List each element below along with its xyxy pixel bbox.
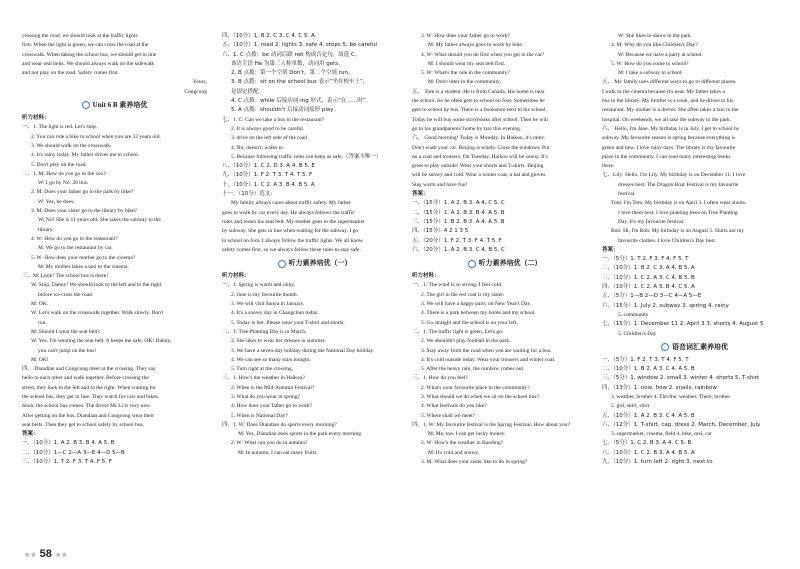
column-3 — [412, 32, 597, 467]
text-line: 2. When is the Mid-Autumn Festival? — [231, 384, 315, 391]
column-4 — [602, 32, 787, 467]
text-line: 三、（5分）1. window 2. small 3. winter 4. shorts 5. T-shirt — [602, 375, 760, 382]
text-line: M: OK. — [31, 301, 49, 308]
text-line: 3. W: How does your father go to work? — [421, 33, 510, 39]
text-line: M: I should wear my seat belt first. — [428, 60, 506, 67]
text-line: 5. Today is hot. Please wear your T-shirt and shorts. — [231, 319, 345, 326]
text-line: 5. After the heavy rain, the rainbow comes out. — [421, 366, 525, 373]
text-line: will be snowy and cold. Wear a winter coat, a hat and gloves. — [412, 172, 547, 179]
text-line: 十一、（10分）范文： — [222, 191, 276, 198]
text-line: 一、（10分）1. A 2. B 3. B 4. A 5. B — [22, 440, 115, 447]
text-line: 2. You can ride a bike to school when you are 12 years old. — [31, 133, 161, 140]
text-line: 六、 Good morning! Today is Monday. In Haikou, it's rainy. — [412, 135, 546, 142]
text-line: 二、1. Tree Planting Day is in March. — [222, 328, 307, 335]
text-line: 二、1. The traffic light is green. Let's go. — [412, 328, 504, 335]
text-line: W: I go by No. 20 bus. — [38, 180, 89, 187]
text-line: 5. Children's Day — [618, 330, 657, 337]
text-line: 六、（20分）1. A 2. B 3. C 4. B 5. C — [412, 246, 505, 253]
text-line: restaurant. My mother is a doctor. She often takes a taxi to the — [602, 107, 739, 114]
text-line: 五、 My family uses different ways to go to different places. — [602, 79, 737, 86]
text-line: 七、1. C: Can we take a bus to the restaurant? — [222, 116, 325, 123]
text-line: 十、（10分）1. C 2. A 3. B 4. B 5. A — [222, 181, 315, 188]
text-line: After getting on the bus, Diandian and Congcong wear their — [22, 412, 154, 419]
text-line: 一、（5分）1. T 2. F 3. F 4. F 5. T — [602, 256, 689, 263]
text-line: run. — [38, 319, 47, 326]
text-line: 5. When is National Day? — [231, 412, 288, 419]
text-line: you can't jump on the bus! — [38, 347, 97, 354]
text-line: 3. Stay away from the road when you are waiting for a bus. — [421, 347, 552, 354]
text-line: 听力材料： — [222, 273, 250, 280]
text-line: 六、（12分）1. T-shirt, cap, dress 2. March, December, July — [602, 421, 761, 428]
text-line: I love them best. I love planting trees on Tree Planting — [618, 209, 738, 216]
text-line: 5. Go straight and the school is on your left. — [421, 319, 518, 326]
text-line: 3. weather, brother 4. Tho/the, weather, There, brother — [611, 393, 731, 400]
text-line: W: Let's walk on the crosswalk together. Walk slowly. Don't — [31, 310, 164, 317]
text-line: 五、（5分）1—B 2—D 3—C 4—A 5—E — [602, 293, 702, 300]
text-line: 5. A 点拨：shouldn't 后接动词原形 play。 — [231, 107, 340, 114]
circle-icon — [82, 101, 90, 109]
text-line: 5. Because following traffic rules can keep us safe.（答案不唯一） — [231, 153, 382, 160]
column-1 — [22, 32, 207, 467]
text-line: 2. W: How's the weather in Baoding? — [421, 440, 504, 447]
text-line: M: Don't litter in the community. — [428, 79, 501, 86]
text-line: W: Because we have a party at school. — [618, 51, 703, 58]
text-line: W: Yes. I'm wearing the seat belt. It keeps me safe. OK! Danny, — [31, 338, 172, 345]
text-line: 5. W: How do you come to school? — [611, 60, 689, 67]
text-line: 九、（10分）1. turn left 2. right 3. next to — [602, 459, 713, 466]
text-line: 七、（15分）1. December 11 2. April 3 3. shorts 4. August 5 — [602, 321, 764, 328]
text-line: first. When the light is green, we can cross the road at the — [22, 42, 149, 49]
text-line: 一、1. The wind is so strong. I feel cold. — [412, 282, 503, 289]
text-line: 2. We shouldn't play football in the park. — [421, 338, 511, 345]
text-line: My family always cares about traffic safety. My father — [231, 200, 351, 207]
text-line: 4. W: What should you do first when you get in the car? — [421, 51, 545, 58]
text-line: and not play on the road. Safety comes first. — [22, 70, 120, 77]
text-line: 四、（10分）1. B 2. C 3. C 4. C 5. A — [222, 33, 315, 39]
text-line: Yours, — [192, 79, 207, 86]
text-line: M: I take a subway to school. — [618, 70, 683, 77]
text-line: 三、M: Look! The school bus is there! — [22, 273, 109, 280]
text-line: 一、（5分）1. F 2. T 3. T 4. F 5. T — [602, 356, 689, 363]
text-line: 二、（10分）1. B 2. C 3. A 4. B 5. A — [602, 265, 695, 272]
text-line: 3. M: What does your sister like to do in spring? — [421, 459, 528, 466]
section-heading-text: 听力素养培优（一） — [288, 259, 352, 268]
text-line: library. — [38, 226, 54, 233]
text-line: 答案： — [22, 431, 39, 438]
text-line: 4. M: Why do you like Children's Day? — [611, 42, 698, 49]
text-line: 一、（15分）1. A 2. B 3. A 4. C 5. C — [412, 200, 505, 207]
text-line: 3. We will have a happy party on New Year's Day. — [421, 301, 532, 308]
text-line: Soon, the school bus comes. The driver Mr Li is very nice. — [22, 403, 152, 410]
text-line: 三、1. How's the weather in Haikou? — [222, 375, 305, 382]
text-line: 4. There is a park between my home and my school. — [421, 310, 536, 317]
text-line: Congcong — [184, 88, 207, 95]
text-line: M: Yes. Diandian does sports in the park every morning. — [238, 431, 363, 438]
text-line: place in the community. I can read many interesting books — [602, 153, 731, 160]
section-heading-text: 语音词汇素养培优 — [672, 342, 728, 351]
text-line: 5. W: How does your mother go to the cinema? — [31, 254, 136, 261]
text-line: W: Yes, he does. — [38, 198, 75, 205]
text-line: 4. It's a snowy day in Changchun today. — [231, 310, 319, 317]
text-line: on a coat and trousers. On Tuesday, Haikou will be sunny. It's — [412, 153, 548, 160]
text-line: 三、（10分）1. T 2. F 3. T 4. F 5. F — [22, 459, 112, 466]
text-line: seat belts. Then they get to school safely by school bus. — [22, 421, 145, 428]
text-line: 3. M: Does your sister go to the library by bike? — [31, 208, 137, 215]
text-line: 4. What festivals do you like? — [421, 403, 487, 410]
text-line: M: Should I wear the seat belt? — [31, 328, 100, 335]
column-2 — [222, 32, 407, 458]
text-line: M: It's cold and snowy. — [428, 449, 480, 456]
circle-icon — [661, 343, 669, 351]
text-line: the school bus, they get in line. They watch for cars and bikes. — [22, 393, 160, 400]
text-line: 4. How does your father go to work? — [231, 403, 312, 410]
text-line: 六、 Hello, I'm Jane. My birthday is in July. I get to school by — [602, 125, 740, 132]
text-line: 二、（15分）1. A 2. B 3. B 4. A 5. B — [412, 209, 505, 216]
text-line: 五、 Tom is a student. He is from Canada. His home is near — [412, 88, 545, 95]
page-number — [24, 548, 68, 560]
text-line: 四、1. W: Does Diandian do sports every morning? — [222, 421, 337, 428]
text-line: 3. drive on the left side of the road — [231, 135, 307, 142]
text-line: 三、（10分）1. C 2. A 3. C 4. B 5. B — [602, 274, 695, 281]
text-line: 3. We have a seven-day holiday during the National Day holiday. — [231, 347, 375, 354]
text-line: 3. We will visit Sanya in January. — [231, 301, 305, 308]
text-line: favourite clothes. I love Children's Day best. — [618, 237, 717, 244]
text-line: goes to work by car every day. He always follows the traffic — [222, 209, 355, 216]
text-line: Stay warm and have fun! — [412, 181, 468, 188]
text-line: M: My father always goes to work by bike. — [428, 42, 524, 49]
text-line: 2. It is always good to be careful. — [231, 125, 305, 132]
text-line: 四、1. W: My favourite festival is the Spring Festival. How about you? — [412, 421, 570, 428]
text-line: green and new. I love rainy days. The library is my favourite — [602, 144, 736, 151]
text-line: 2. M: Does your father go to the park by bike? — [31, 189, 134, 196]
text-line: to school on foot. I always follow the traffic lights. We all know — [222, 237, 363, 244]
text-line: I walk to the cinema because it's near. My father takes a — [602, 88, 725, 95]
text-line: 5. girl, skirt, shirt — [611, 403, 650, 410]
text-line: 5. community — [618, 311, 649, 318]
text-line: 五、（10分）1. road 2. lights 3. safe 4. stops 5. be careful — [222, 42, 377, 49]
text-line: Today he will buy some storybooks after school. Then he will — [412, 116, 548, 123]
section-heading-text: 听力素养培优（二） — [478, 259, 542, 268]
text-line: 3. What do you wear in spring? — [231, 393, 301, 400]
text-line: 四、（13分）1. now, how 2. snails, rainbow — [602, 384, 717, 391]
page-number-value: 58 — [39, 548, 52, 560]
text-line: street, they look to the left and to the right. When waiting for — [22, 384, 157, 391]
text-line: M: In autumn, I can eat many fruits. — [238, 449, 318, 456]
text-line: 4. C 点拨：while 后接动词-ing 形式，表示“在……时”。 — [231, 98, 372, 105]
text-line: 4. No; doesn't; walks to — [231, 144, 283, 151]
text-line: 5. Where shall we meet? — [421, 412, 476, 419]
text-line: Bob: Hi, I'm Bob. My birthday is on August 5. Shirts are my — [611, 228, 745, 235]
text-line: festival. — [618, 191, 636, 198]
text-line: 2. B 点拨：第一个空填 Don't，第二个空填 run。 — [231, 70, 354, 77]
text-line: M: Me, too. I can get lucky money. — [428, 431, 506, 438]
text-line: crossing the road, we should look at the traffic lights — [22, 33, 138, 39]
text-line: M: OK! — [31, 356, 49, 363]
text-line: W: Stop, Danny! We should look to the left and to the right — [31, 282, 162, 289]
circle-icon — [278, 260, 286, 268]
text-line: 2. W: What can you do in autumn? — [231, 440, 308, 447]
text-line: 七、（5分）1. C 2. B 3. A 4. C 5. B — [602, 440, 692, 447]
text-line: 九、（10分）1. F 2. T 3. T 4. T 5. F — [222, 172, 313, 179]
section-heading — [602, 341, 787, 354]
text-line: M: We go to the restaurant by car. — [38, 245, 113, 252]
text-line: 答案： — [412, 191, 429, 198]
text-line: 六、（15分）1. July 2. subway 3. spring 4. rainy — [602, 302, 729, 309]
text-line: 四、 Diandian and Congcong meet at the crossing. They say — [22, 366, 156, 373]
text-line: 四、（15分）4 2 1 3 5 — [412, 228, 469, 235]
text-line: 5. Don't play on the road. — [31, 161, 87, 168]
text-line: 七、Lily: Hello, I'm Lily. My birthday is on December 11. I love — [602, 172, 746, 179]
star-icon: ★★ — [24, 552, 37, 559]
text-line: 2. The girl in the red coat is my sister. — [421, 291, 505, 298]
text-line: 是固定搭配。 — [231, 88, 265, 95]
section-heading — [412, 257, 597, 270]
text-line: 四、（10分）1. C 2. A 3. B 4. C 5. A — [602, 284, 695, 291]
text-line: 八、（10分）1. C 2. D 3. A 4. B 5. E — [222, 163, 315, 170]
text-line: before we cross the road. — [38, 291, 94, 298]
text-line: 3. supermarket, cinema, field 4. bike, taxi, car — [611, 431, 712, 438]
text-line: 5. W: What's the rule in the community? — [421, 70, 510, 77]
section-heading-text: Unit 6 B 素养培优 — [92, 101, 148, 110]
text-line: hospital. On weekends, we all take the subway to the park. — [602, 116, 732, 123]
text-line: 二、1. M: How do you go to the zoo? — [22, 170, 106, 177]
text-line: 一、1. Spring is warm and rainy. — [222, 282, 296, 289]
text-line: 4. We can see so many stars tonight. — [231, 356, 311, 363]
text-line: safety comes first, so we always follow these rules to stay safe. — [222, 246, 361, 253]
text-line: W: No! She is 11 years old. She takes the subway to the — [38, 217, 161, 224]
text-line: Don't wash your car. Beijing is windy. Close the windows. Put — [412, 144, 550, 151]
text-line: 听力材料： — [22, 115, 50, 122]
circle-icon — [468, 260, 476, 268]
text-line: 2. June is my favourite month. — [231, 291, 299, 298]
text-line: go to his grandparents' home by taxi this evening. — [412, 125, 522, 132]
text-line: by subway. She gets in line when waiting for the subway. I go — [222, 228, 359, 235]
text-line: 4. It's rainy today. My father drives me to school. — [31, 152, 140, 159]
text-line: 5. Turn right at the crossing. — [231, 366, 294, 373]
text-line: subway. My favourite season is spring because everything is — [602, 135, 735, 142]
text-line: 3. B 点拨：sit on the school bus 表示“坐在校车上”， — [231, 79, 369, 86]
section-heading — [222, 257, 407, 270]
text-line: 4. W: How do you go to the restaurant? — [31, 235, 118, 242]
text-line: W: She likes to dance in the park. — [618, 33, 693, 39]
text-line: 五、（20分）1. F 2. T 3. F 4. T 5. F — [412, 237, 502, 244]
text-line: the school. So he often gets to school on foot. Sometimes he — [412, 98, 545, 105]
text-line: bus to the library. My brother is a cook, and he drives to his — [602, 98, 734, 105]
text-line: 五、（10分）1. A 2. B 3. C 4. A 5. B — [602, 412, 695, 419]
text-line: 答案： — [602, 246, 619, 253]
text-line: Tom: I'm Tom. My birthday is on April 3. I often wear shorts. — [611, 200, 747, 207]
text-line: great to play outside! Wear your shorts and T-shirts. Beijing — [412, 163, 544, 170]
section-heading — [22, 99, 207, 112]
text-line: 2. She likes to wear her dresses in summer. — [231, 338, 326, 345]
text-line: 二、（10分）1. B 2. A 3. C 4. A 5. B — [602, 366, 695, 373]
text-line: there. — [602, 163, 615, 170]
text-line: dresses best. The Dragon Boat Festival is my favourite — [618, 181, 739, 188]
text-line: M: My mother takes a taxi to the cinema. — [38, 263, 129, 270]
text-line: Day. It's my favourite festival. — [618, 218, 685, 225]
text-line: 八、（10分）1. C 2. B 3. A 4. B 5. A — [602, 449, 695, 456]
text-line: crosswalk. When taking the school bus, we should get in line — [22, 51, 157, 58]
star-icon: ★★ — [54, 552, 68, 559]
text-line: 听力材料： — [412, 273, 440, 280]
text-line: 3. We should walk on the crosswalk. — [31, 142, 112, 149]
text-line: 4. It's cold outside today. Wear your trousers and winter coat. — [421, 356, 556, 363]
text-line: 三、1. How do you feel? — [412, 375, 468, 382]
text-line: hello to each other and walk together. Before crossing the — [22, 375, 149, 382]
text-line: 一、1. The light is red. Let's stop. — [22, 124, 98, 131]
text-line: 六、1. C 点拨：be 动词后跟 not 构成否定句，故选 C。 — [222, 51, 361, 58]
text-line: gets to school by bus. There is a bookstore next to his school. — [412, 107, 547, 114]
text-line: 二、（10分）1—C 2—A 3—E 4—D 5—B — [22, 449, 125, 456]
text-line: 三、（15分）1. B 2. B 3. A 4. A 5. B — [412, 218, 505, 225]
text-line: rules and wears his seat belt. My mother goes to the supermarket — [222, 218, 365, 225]
text-line: 该语主语 He 为第三人称单数，动词用 gets。 — [231, 60, 344, 67]
text-line: 2. What's your favourite place in the community? — [421, 384, 530, 391]
text-line: 3. What should we do when we sit on the school bus? — [421, 393, 539, 400]
text-line: and wear seat belts. We should always walk on the sidewalk — [22, 60, 155, 67]
